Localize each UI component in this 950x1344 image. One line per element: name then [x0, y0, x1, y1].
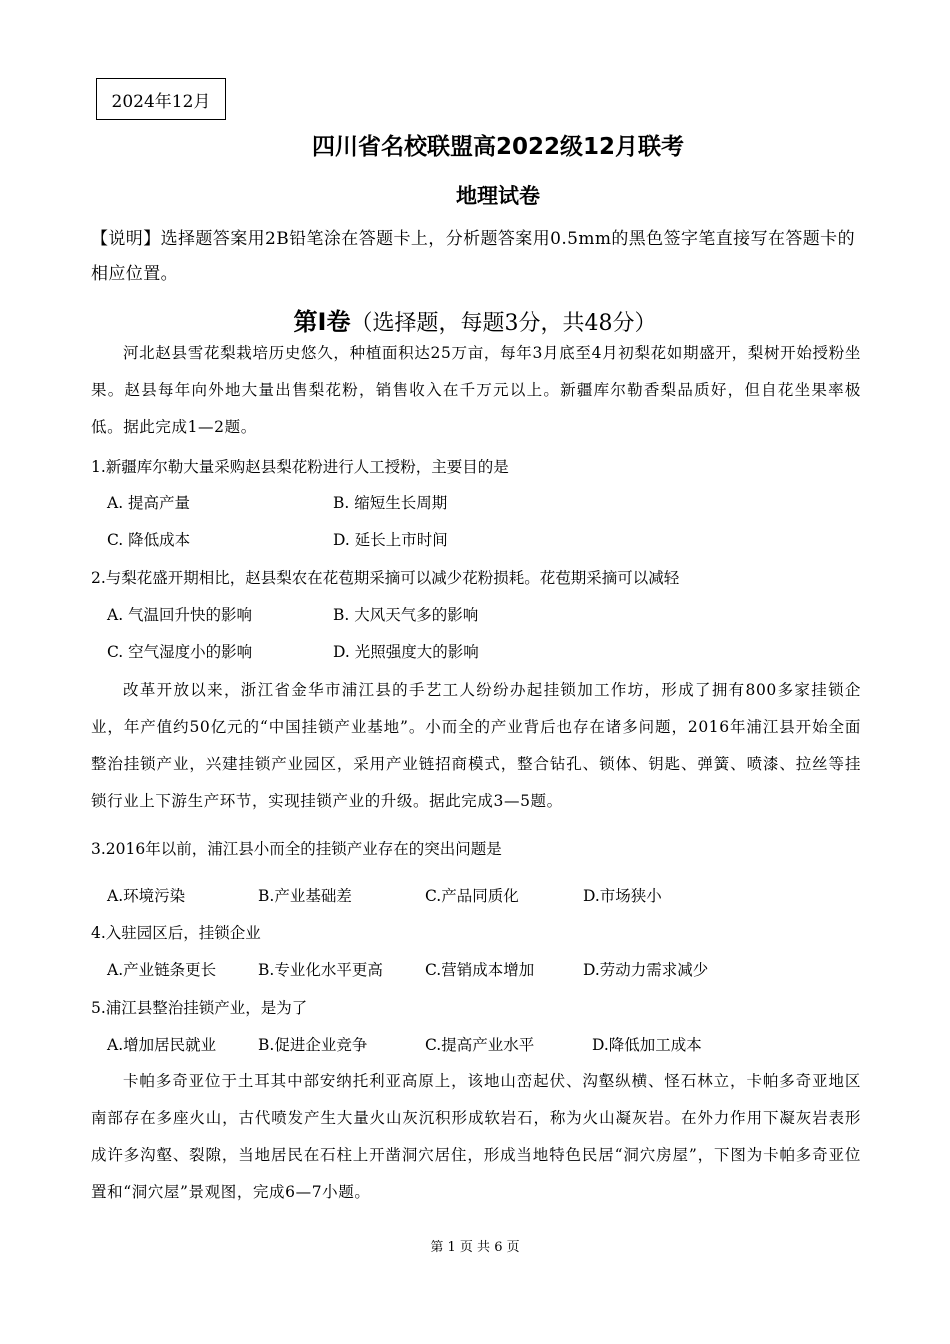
question-5-option-b[interactable]: B.促进企业竞争	[258, 1036, 368, 1054]
passage-3: 卡帕多奇亚位于土耳其中部安纳托利亚高原上，该地山峦起伏、沟壑纵横、怪石林立，卡帕多奇亚地区南部存在多座火山，古代喷发产生大量火山灰沉积形成软岩石，称为火山凝灰岩。在外力作用下凝灰岩表形成许多沟壑、裂隙，当地居民在石柱上开凿洞穴居住，形成当地特色民居“洞穴房屋”，下图为卡帕多奇亚位置和“洞穴屋”景观图，完成6—7小题。	[91, 1072, 861, 1201]
question-2-option-c[interactable]: C. 空气湿度小的影响	[107, 643, 253, 661]
passage-1: 河北赵县雪花梨栽培历史悠久，种植面积达25万亩，每年3月底至4月初梨花如期盛开，梨树开始授粉坐果。赵县每年向外地大量出售梨花粉，销售收入在千万元以上。新疆库尔勒香梨品质好，但自花坐果率极低。据此完成1—2题。	[91, 344, 861, 436]
question-4-option-d[interactable]: D.劳动力需求减少	[583, 961, 709, 979]
page-footer: 第 1 页 共 6 页	[430, 1240, 520, 1255]
question-3-option-d[interactable]: D.市场狭小	[583, 887, 662, 905]
question-2-stem: 2.与梨花盛开期相比，赵县梨农在花苞期采摘可以减少花粉损耗。花苞期采摘可以减轻	[91, 569, 680, 587]
question-3-option-b[interactable]: B.产业基础差	[258, 887, 352, 905]
question-3-option-a[interactable]: A.环境污染	[107, 887, 186, 905]
question-5-option-d[interactable]: D.降低加工成本	[592, 1036, 702, 1054]
question-5-option-c[interactable]: C.提高产业水平	[425, 1036, 535, 1054]
instructions-note: 【说明】选择题答案用2B铅笔涂在答题卡上，分析题答案用0.5mm的黑色签字笔直接写在答题卡的相应位置。	[91, 229, 855, 284]
question-1-option-a[interactable]: A. 提高产量	[107, 494, 191, 512]
question-4-option-c[interactable]: C.营销成本增加	[425, 961, 535, 979]
date-box	[96, 78, 226, 120]
exam-title: 四川省名校联盟高2022级12月联考	[311, 134, 685, 160]
section-title-detail: （选择题，每题3分，共48分）	[350, 311, 657, 336]
question-3-stem: 3.2016年以前，浦江县小而全的挂锁产业存在的突出问题是	[91, 840, 502, 858]
question-1-option-d[interactable]: D. 延长上市时间	[333, 531, 448, 549]
question-1-option-b[interactable]: B. 缩短生长周期	[333, 494, 448, 512]
passage-2: 改革开放以来，浙江省金华市浦江县的手艺工人纷纷办起挂锁加工作坊，形成了拥有800多家挂锁企业，年产值约50亿元的“中国挂锁产业基地”。小而全的产业背后也存在诸多问题，2016年浦江县开始全面整治挂锁产业，兴建挂锁产业园区，采用产业链招商模式，整合钻孔、锁体、钥匙、弹簧、喷漆、拉丝等挂锁行业上下游生产环节，实现挂锁产业的升级。据此完成3—5题。	[91, 681, 861, 810]
question-4-option-a[interactable]: A.产业链条更长	[107, 961, 217, 979]
question-5-option-a[interactable]: A.增加居民就业	[107, 1036, 217, 1054]
question-2-option-d[interactable]: D. 光照强度大的影响	[333, 643, 479, 661]
question-4-option-b[interactable]: B.专业化水平更高	[258, 961, 383, 979]
question-2-option-a[interactable]: A. 气温回升快的影响	[107, 606, 253, 624]
question-1-stem: 1.新疆库尔勒大量采购赵县梨花粉进行人工授粉，主要目的是	[91, 458, 509, 476]
section-title-main: 第Ⅰ卷	[293, 308, 351, 336]
subject-title: 地理试卷	[456, 184, 540, 208]
date-text: 2024年12月	[111, 91, 211, 112]
question-1-option-c[interactable]: C. 降低成本	[107, 531, 191, 549]
question-2-option-b[interactable]: B. 大风天气多的影响	[333, 606, 479, 624]
question-4-stem: 4.入驻园区后，挂锁企业	[91, 924, 261, 942]
section-title	[0, 302, 950, 337]
question-5-stem: 5.浦江县整治挂锁产业，是为了	[91, 999, 308, 1017]
question-3-option-c[interactable]: C.产品同质化	[425, 887, 519, 905]
